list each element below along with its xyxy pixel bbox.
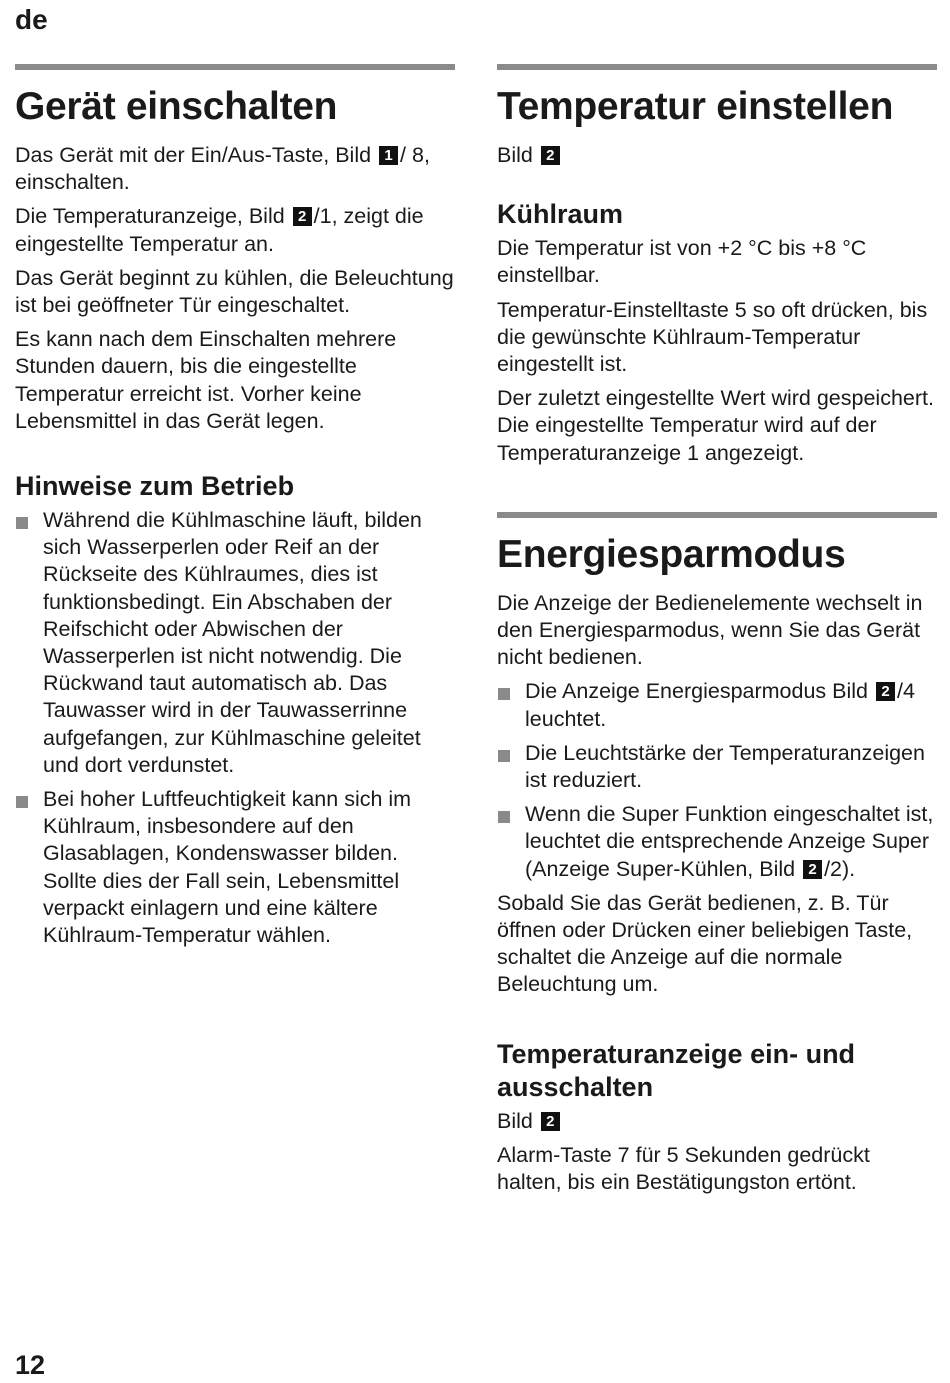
section-divider <box>497 512 937 518</box>
section-divider <box>15 64 455 70</box>
figure-ref-badge: 2 <box>876 682 895 701</box>
paragraph-wait-hours: Es kann nach dem Einschalten mehrere Stunden dauern, bis die eingestellte Temperatur erreicht ist. Vorher keine Lebensmittel in das Gerät legen. <box>15 327 397 433</box>
square-bullet-icon <box>498 688 510 700</box>
paragraph-energy-exit: Sobald Sie das Gerät bedienen, z. B. Tür öffnen oder Drücken einer beliebigen Taste, schaltet die Anzeige auf die normale Beleuchtung um. <box>497 890 913 997</box>
square-bullet-icon <box>498 811 510 823</box>
paragraph-energy-intro: Die Anzeige der Bedienelemente wechselt in den Energiesparmodus, wenn Sie das Gerät nicht bedienen. <box>497 590 923 670</box>
list-item: Die Anzeige Energiesparmodus Bild 2 /4 leuchtet. <box>497 678 937 732</box>
figure-ref-badge: 2 <box>541 1112 560 1131</box>
list-item: Bei hoher Luftfeuchtigkeit kann sich im Kühlraum, insbesondere auf den Glasablagen, Kondenswasser bilden. Sollte dies der Fall sein, Lebensmittel verpackt einlagern und eine kältere Kühlraum-Temperatur wählen. <box>15 786 455 949</box>
figure-ref-badge: 2 <box>293 207 312 226</box>
paragraph-temp-saved: Der zuletzt eingestellte Wert wird gespeichert. Die eingestellte Temperatur wird auf der Temperaturanzeige 1 angezeigt. <box>497 386 934 465</box>
paragraph-temp-button: Temperatur-Einstelltaste 5 so oft drücken, bis die gewünschte Kühlraum-Temperatur eingestellt ist. <box>497 297 928 377</box>
figure-reference: Bild 2 <box>497 142 937 169</box>
paragraph-cooling-start: Das Gerät beginnt zu kühlen, die Beleuchtung ist bei geöffneter Tür eingeschaltet. <box>15 265 454 318</box>
figure-ref-badge: 1 <box>379 146 398 165</box>
paragraph-temp-display: Die Temperaturanzeige, Bild 2 /1, zeigt die eingestellte Temperatur an. <box>15 204 424 256</box>
paragraph-alarm-button: Alarm-Taste 7 für 5 Sekunden gedrückt halten, bis ein Bestätigungston ertönt. <box>497 1142 870 1195</box>
list-item: Während die Kühlmaschine läuft, bilden sich Wasserperlen oder Reif an der Rückseite des Kühlraumes, dies ist funktionsbedingt. Ein Abschaben der Reifschicht oder Abwischen der Wasserperlen ist nicht notwendig. Die Rückwand taut automatisch ab. Das Tauwasser wird in der Tauwasserrinne aufgefangen, zur Kühlmaschine geleitet und dort verdunstet. <box>15 507 455 779</box>
figure-ref-badge: 2 <box>803 860 822 879</box>
square-bullet-icon <box>16 517 28 529</box>
section-divider <box>497 64 937 70</box>
subsection-title-fridge: Kühlraum <box>497 199 624 230</box>
figure-reference: Bild 2 <box>497 1108 937 1135</box>
subsection-title-operation-notes: Hinweise zum Betrieb <box>15 471 295 502</box>
figure-ref-badge: 2 <box>541 146 560 165</box>
right-column <box>497 64 937 1203</box>
square-bullet-icon <box>16 796 28 808</box>
square-bullet-icon <box>498 750 510 762</box>
section-title-energy-saving: Energiesparmodus <box>497 532 846 576</box>
section-title-switch-on: Gerät einschalten <box>15 85 338 128</box>
list-item: Die Leuchtstärke der Temperaturanzeigen ist reduziert. <box>497 740 937 794</box>
paragraph-temp-range: Die Temperatur ist von +2 °C bis +8 °C einstellbar. <box>497 236 867 288</box>
energy-saving-list <box>497 678 937 882</box>
left-column <box>15 64 455 956</box>
operation-notes-list <box>15 507 455 949</box>
subsection-title-display-toggle: Temperaturanzeige ein- und ausschalten <box>497 1038 856 1102</box>
page-number: 12 <box>15 1350 46 1380</box>
section-title-set-temperature: Temperatur einstellen <box>497 85 894 128</box>
list-item: Wenn die Super Funktion eingeschaltet ist, leuchtet die entsprechende Anzeige Super (Anzeige Super-Kühlen, Bild 2 /2). <box>497 801 937 883</box>
language-label: de <box>15 4 48 35</box>
paragraph-switch-on: Das Gerät mit der Ein/Aus-Taste, Bild 1 / 8, einschalten. <box>15 143 430 195</box>
